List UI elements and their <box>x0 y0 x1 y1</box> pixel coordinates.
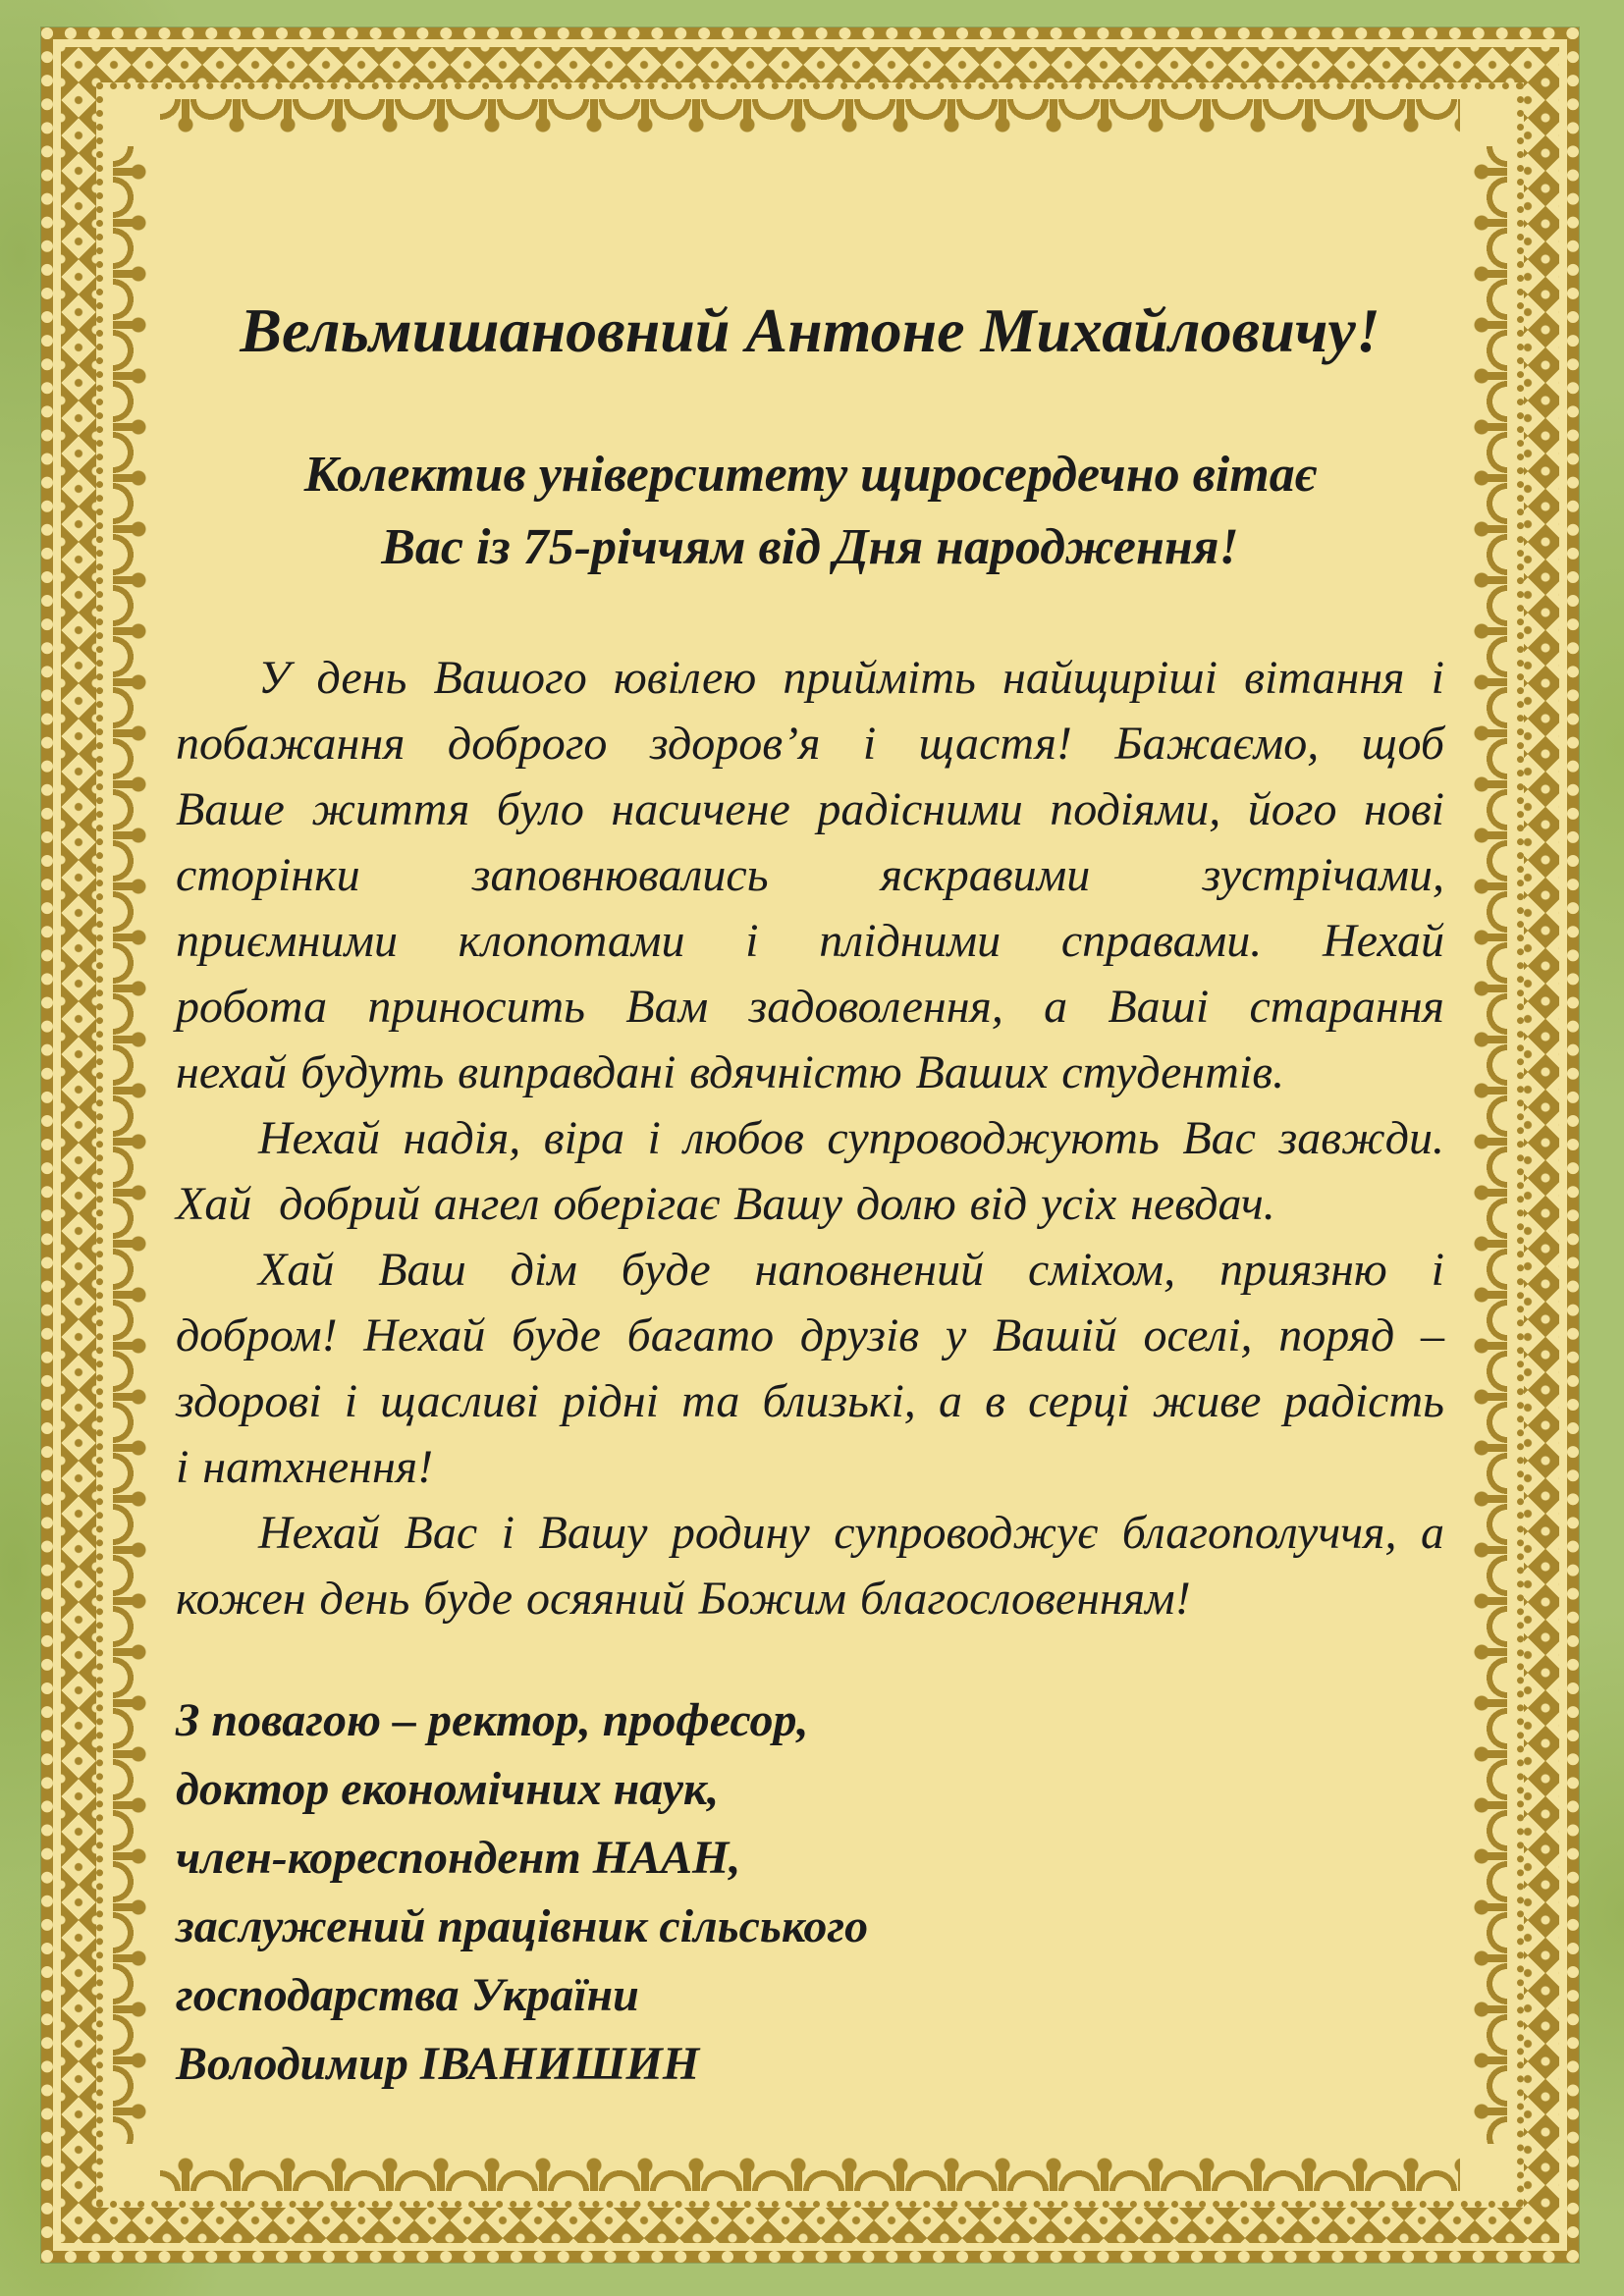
border-tassels-top <box>160 99 1460 146</box>
border-inner-dotted-line <box>96 82 1524 2208</box>
greeting-card <box>41 27 1579 2263</box>
signature-line: член-кореспондент НААН, <box>176 1832 741 1884</box>
body-line: У день Вашого ювілею прийміть найщиріші вітання і <box>258 652 1444 704</box>
border-diamond-motif-band <box>61 47 1559 2243</box>
body-line: Нехай надія, віра і любов супроводжують Вас завжди. <box>258 1112 1444 1164</box>
card-content <box>160 146 1460 2144</box>
greeting-text <box>176 645 1444 1631</box>
signature-block <box>176 1686 1444 2099</box>
body-line: Нехай Вас і Вашу родину супроводжує благополуччя, а <box>258 1507 1444 1559</box>
body-line: здорові і щасливі рідні та близькі, а в серці живе радість <box>176 1375 1444 1427</box>
body-line: Хай добрий ангел оберігає Вашу долю від усіх невдач. <box>176 1178 1275 1230</box>
body-line: кожен день буде осяяний Божим благословенням! <box>176 1573 1191 1625</box>
body-line: і натхнення! <box>176 1441 434 1493</box>
border-outer-gold-bar <box>41 27 1579 2263</box>
border-tassels-bottom <box>160 2144 1460 2191</box>
body-line: добром! Нехай буде багато друзів у Вашій оселі, поряд – <box>176 1309 1444 1362</box>
signature-line: заслужений працівник сільського <box>176 1900 869 1952</box>
signature-line: Володимир ІВАНИШИН <box>176 2038 700 2090</box>
body-line: сторінки заповнювались яскравими зустрічами, <box>176 849 1444 901</box>
body-line: побажання доброго здоров’я і щастя! Бажаємо, щоб <box>176 718 1444 770</box>
body-line: Хай Ваш дім буде наповнений сміхом, приязню і <box>258 1244 1444 1296</box>
body-line: приємними клопотами і плідними справами. Нехай <box>176 915 1444 967</box>
body-line: нехай будуть виправдані вдячністю Ваших студентів. <box>176 1046 1285 1098</box>
card-title: Вельмишановний Антоне Михайловичу! <box>240 295 1380 365</box>
body-line: робота приносить Вам задоволення, а Ваші старання <box>176 981 1444 1033</box>
border-tassel-band <box>113 99 1507 2191</box>
border-tassels-left <box>113 146 160 2144</box>
signature-line: З повагою – ректор, професор, <box>176 1694 809 1746</box>
border-tassels-right <box>1460 146 1507 2144</box>
subtitle-line: Вас із 75-річчям від Дня народження! <box>381 519 1239 575</box>
body-line: Ваше життя було насичене радісними подіями, його нові <box>176 783 1444 835</box>
signature-line: господарства України <box>176 1969 639 2021</box>
signature-line: доктор економічних наук, <box>176 1763 720 1815</box>
subtitle-line: Колектив університету щиросердечно вітає <box>303 447 1317 503</box>
card-subtitle <box>176 439 1444 584</box>
